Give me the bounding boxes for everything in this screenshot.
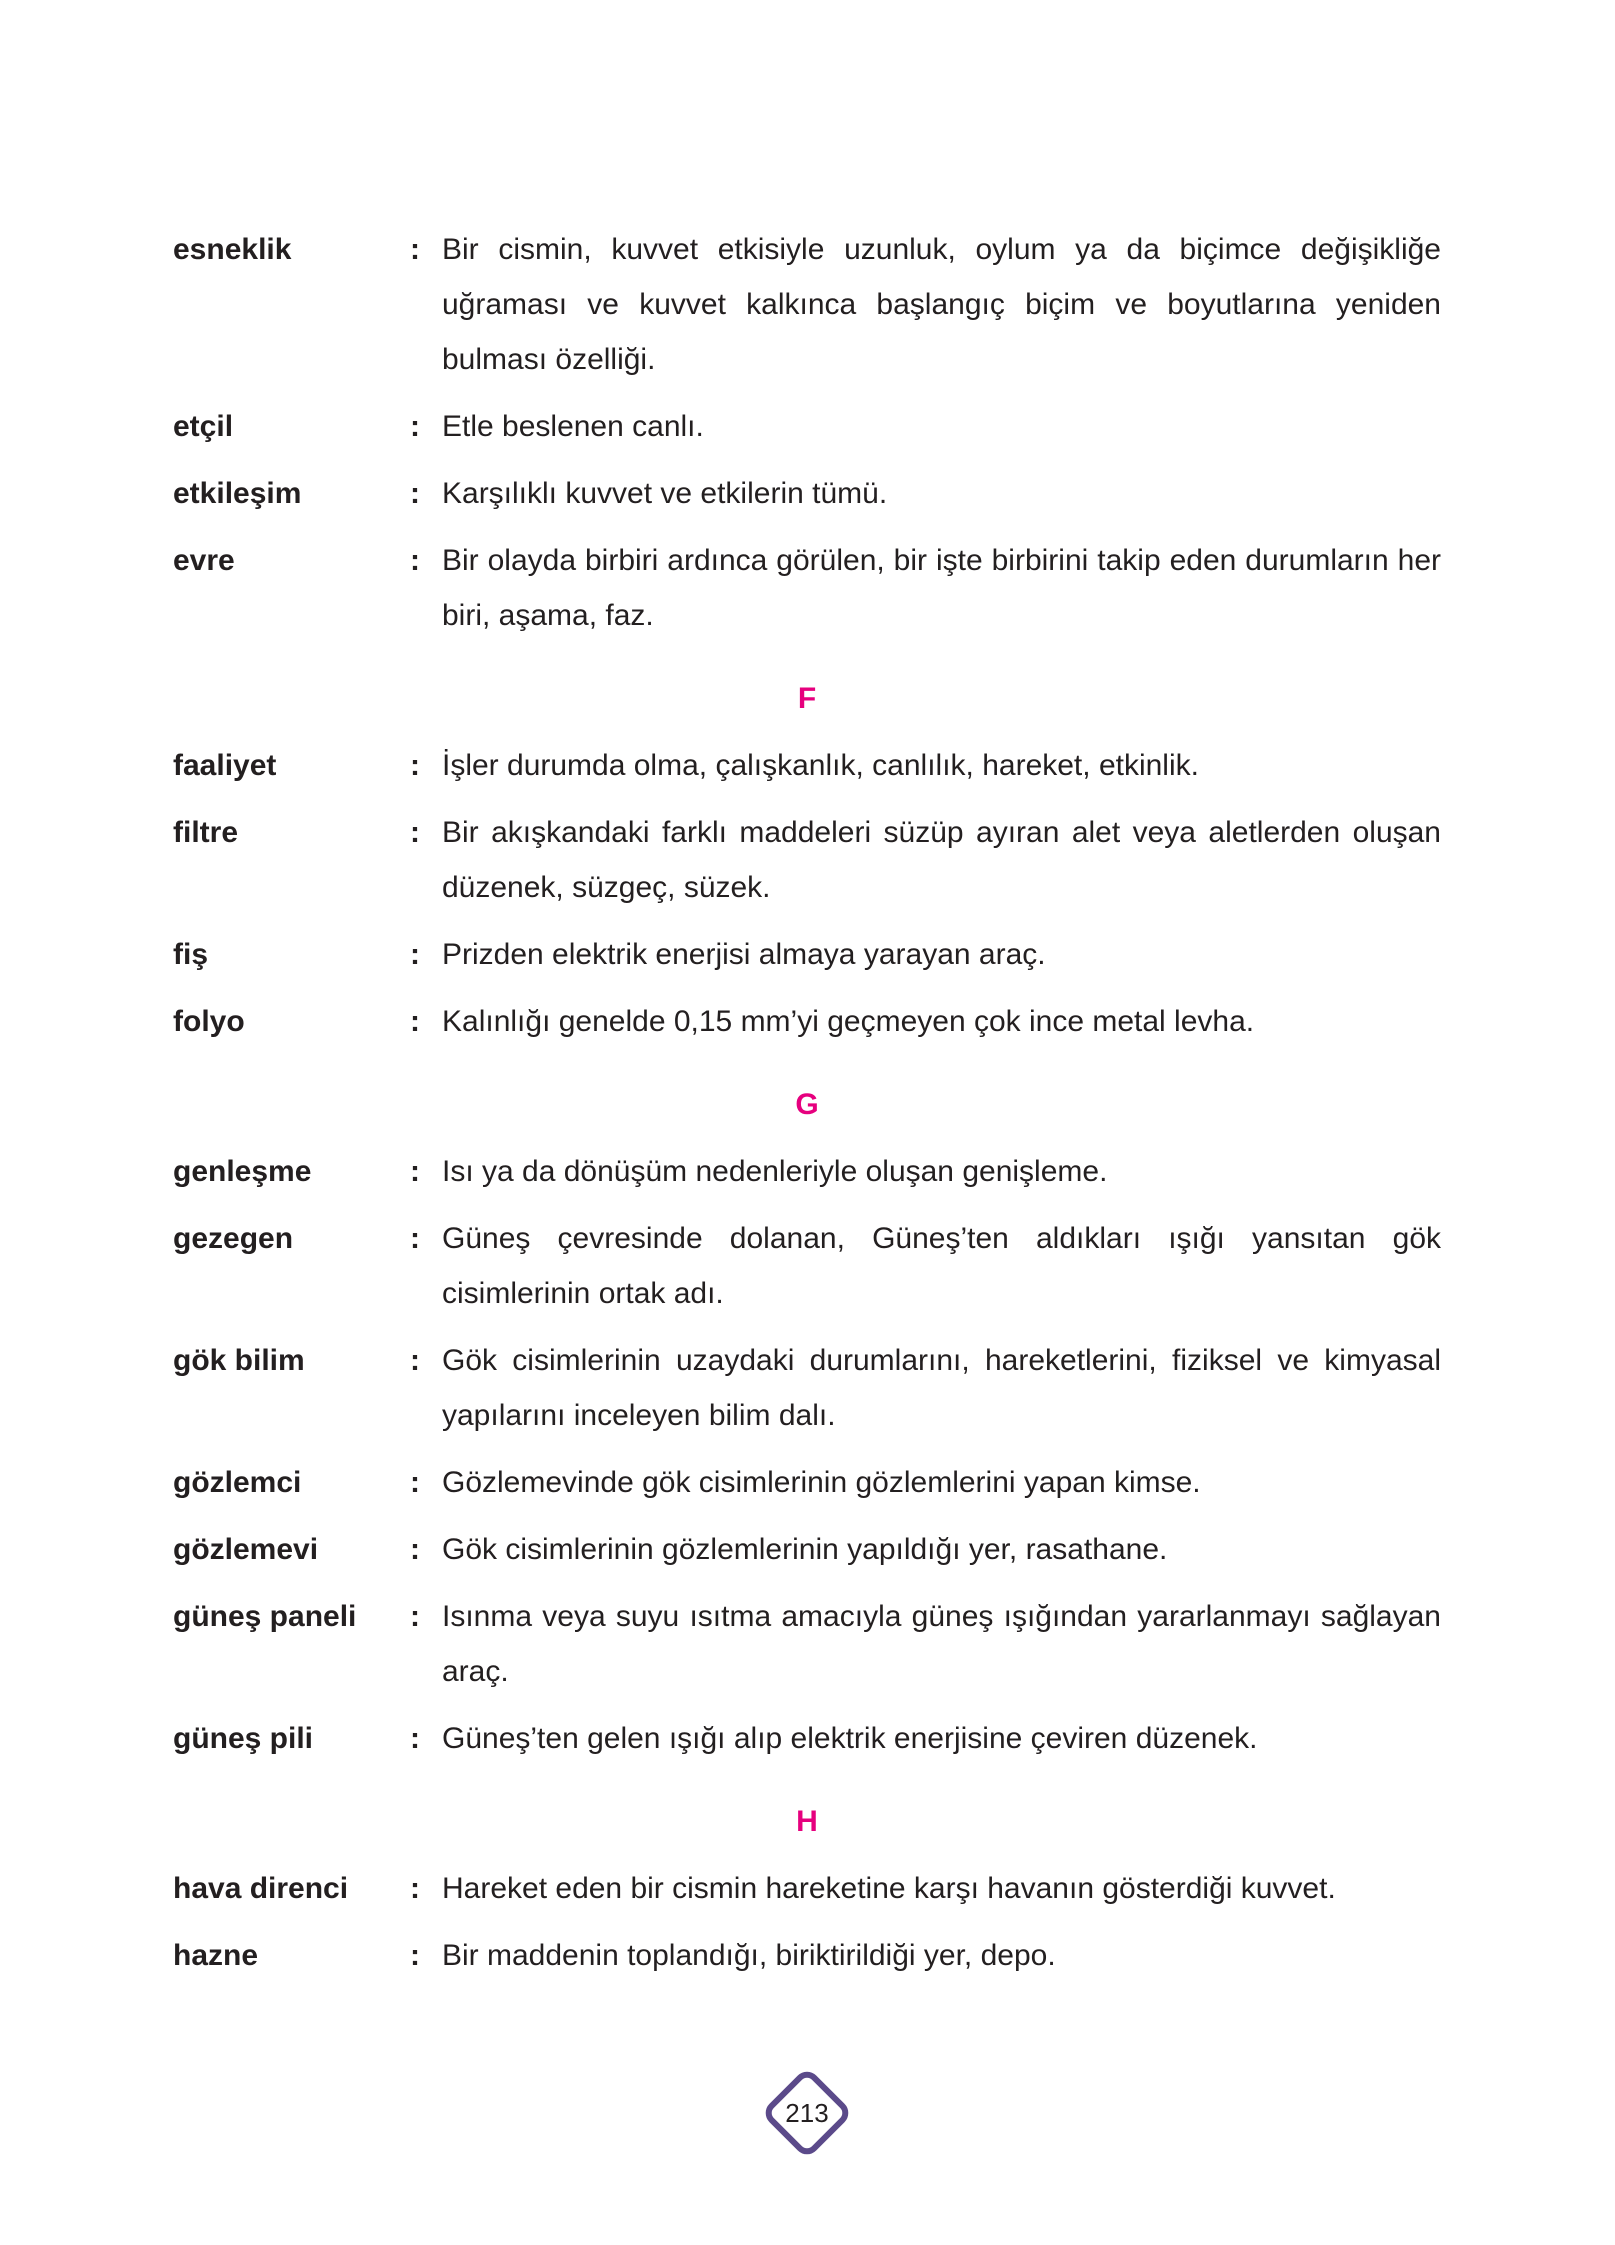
term-separator: :: [410, 544, 420, 577]
glossary-entry: [173, 927, 1441, 982]
term-separator: :: [410, 1344, 420, 1377]
glossary-list: [173, 222, 1441, 1995]
glossary-term: güneş pili: [173, 1722, 314, 1755]
glossary-term: faaliyet: [173, 749, 277, 782]
glossary-term: fiş: [173, 938, 209, 971]
term-separator: :: [410, 233, 420, 266]
glossary-section-f: [173, 671, 1441, 1049]
glossary-term: güneş paneli: [173, 1600, 357, 1633]
term-separator: :: [410, 1600, 420, 1633]
glossary-entry: [173, 222, 1441, 387]
glossary-definition: Gök cisimlerinin uzaydaki durumlarını, hareketlerini, fiziksel ve kimyasal yapılarını inceleyen bilim dalı.: [442, 1344, 1441, 1432]
glossary-term: etkileşim: [173, 477, 302, 510]
glossary-term: folyo: [173, 1005, 245, 1038]
glossary-section-g: [173, 1077, 1441, 1766]
glossary-definition: Etle beslenen canlı.: [442, 410, 704, 443]
glossary-entry: [173, 1928, 1441, 1983]
term-separator: :: [410, 1005, 420, 1038]
term-separator: :: [410, 816, 420, 849]
glossary-term: hazne: [173, 1939, 259, 1972]
glossary-term: gök bilim: [173, 1344, 305, 1377]
glossary-definition: Prizden elektrik enerjisi almaya yarayan araç.: [442, 938, 1046, 971]
section-letter-heading: G: [795, 1088, 819, 1121]
term-separator: :: [410, 1939, 420, 1972]
term-separator: :: [410, 1722, 420, 1755]
glossary-definition: İşler durumda olma, çalışkanlık, canlılık, hareket, etkinlik.: [442, 749, 1199, 782]
term-separator: :: [410, 749, 420, 782]
glossary-definition: Bir maddenin toplandığı, biriktirildiği yer, depo.: [442, 1939, 1056, 1972]
glossary-definition: Gözlemevinde gök cisimlerinin gözlemlerini yapan kimse.: [442, 1466, 1201, 1499]
term-separator: :: [410, 1533, 420, 1566]
glossary-entry: [173, 1522, 1441, 1577]
glossary-definition: Gök cisimlerinin gözlemlerinin yapıldığı yer, rasathane.: [442, 1533, 1168, 1566]
term-separator: :: [410, 410, 420, 443]
section-letter-heading: H: [796, 1805, 818, 1838]
term-separator: :: [410, 1222, 420, 1255]
glossary-definition: Bir cismin, kuvvet etkisiyle uzunluk, oylum ya da biçimce değişikliğe uğraması ve kuvvet kalkınca başlangıç biçim ve boyutlarına yeniden bulması özelliği.: [442, 233, 1441, 376]
section-letter-heading: F: [797, 682, 817, 715]
glossary-term: esneklik: [173, 233, 292, 266]
glossary-definition: Güneş çevresinde dolanan, Güneş’ten aldıkları ışığı yansıtan gök cisimlerinin ortak adı.: [442, 1222, 1441, 1310]
page-number: 213: [785, 2098, 829, 2128]
glossary-entry: [173, 805, 1441, 915]
glossary-term: etçil: [173, 410, 234, 443]
glossary-definition: Karşılıklı kuvvet ve etkilerin tümü.: [442, 477, 888, 510]
glossary-entry: [173, 1144, 1441, 1199]
glossary-entry: [173, 1711, 1441, 1766]
glossary-term: gezegen: [173, 1222, 294, 1255]
glossary-term: hava direnci: [173, 1872, 349, 1905]
glossary-definition: Bir olayda birbiri ardınca görülen, bir işte birbirini takip eden durumların her biri, aşama, faz.: [442, 544, 1441, 632]
term-separator: :: [410, 1872, 420, 1905]
glossary-definition: Güneş’ten gelen ışığı alıp elektrik enerjisine çeviren düzenek.: [442, 1722, 1258, 1755]
term-separator: :: [410, 938, 420, 971]
glossary-term: gözlemevi: [173, 1533, 319, 1566]
glossary-section-e: [173, 222, 1441, 643]
glossary-entry: [173, 533, 1441, 643]
glossary-entry: [173, 1211, 1441, 1321]
glossary-term: genleşme: [173, 1155, 312, 1188]
glossary-entry: [173, 738, 1441, 793]
glossary-definition: Kalınlığı genelde 0,15 mm’yi geçmeyen çok ince metal levha.: [442, 1005, 1255, 1038]
page-number-badge: [757, 2063, 857, 2163]
glossary-term: gözlemci: [173, 1466, 302, 1499]
glossary-entry: [173, 1589, 1441, 1699]
glossary-entry: [173, 466, 1441, 521]
term-separator: :: [410, 1466, 420, 1499]
glossary-term: evre: [173, 544, 235, 577]
term-separator: :: [410, 477, 420, 510]
glossary-definition: Bir akışkandaki farklı maddeleri süzüp ayıran alet veya aletlerden oluşan düzenek, süzgeç, süzek.: [442, 816, 1441, 904]
glossary-entry: [173, 1455, 1441, 1510]
glossary-entry: [173, 994, 1441, 1049]
glossary-section-h: [173, 1794, 1441, 1983]
glossary-entry: [173, 1333, 1441, 1443]
glossary-term: filtre: [173, 816, 239, 849]
term-separator: :: [410, 1155, 420, 1188]
glossary-entry: [173, 399, 1441, 454]
glossary-entry: [173, 1861, 1441, 1916]
glossary-definition: Isınma veya suyu ısıtma amacıyla güneş ışığından yararlanmayı sağlayan araç.: [442, 1600, 1441, 1688]
glossary-definition: Hareket eden bir cismin hareketine karşı havanın gösterdiği kuvvet.: [442, 1872, 1336, 1905]
glossary-definition: Isı ya da dönüşüm nedenleriyle oluşan genişleme.: [442, 1155, 1108, 1188]
